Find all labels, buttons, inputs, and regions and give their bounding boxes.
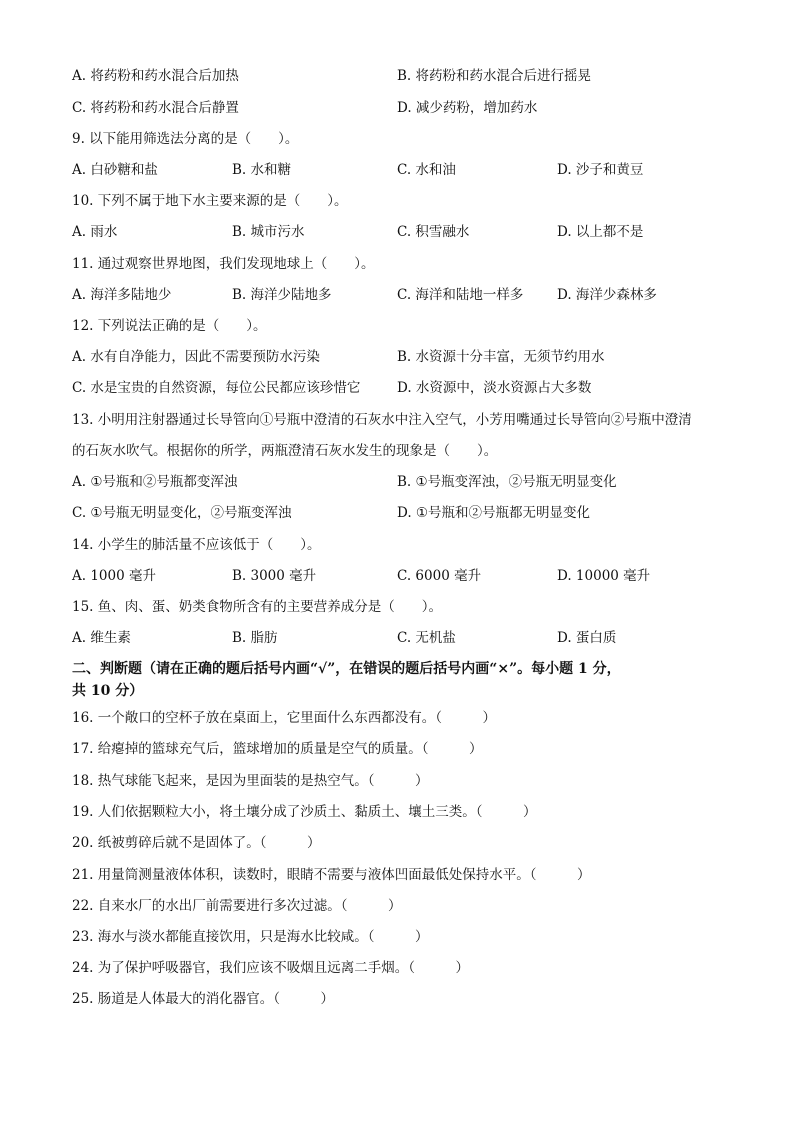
q15-option-c: C. 无机盐 xyxy=(397,630,456,646)
q11-option-b: B. 海洋少陆地多 xyxy=(232,287,332,303)
judgment-item: 24. 为了保护呼吸器官，我们应该不吸烟且远离二手烟。（ ） xyxy=(72,960,470,976)
q14-option-c: C. 6000 毫升 xyxy=(397,568,482,584)
q13-option-c: C. ①号瓶无明显变化，②号瓶变浑浊 xyxy=(72,505,292,521)
q10-option-c: C. 积雪融水 xyxy=(397,224,470,240)
q15-option-a: A. 维生素 xyxy=(72,630,131,646)
q13-option-b: B. ①号瓶变浑浊，②号瓶无明显变化 xyxy=(397,474,617,490)
q8-option-b: B. 将药粉和药水混合后进行摇晃 xyxy=(397,68,592,84)
q9-option-c: C. 水和油 xyxy=(397,162,456,178)
q13-option-d: D. ①号瓶和②号瓶都无明显变化 xyxy=(397,505,591,521)
q10-option-a: A. 雨水 xyxy=(72,224,118,240)
q9-option-a: A. 白砂糖和盐 xyxy=(72,162,158,178)
q9-stem: 9. 以下能用筛选法分离的是（ ）。 xyxy=(72,131,299,147)
q9-option-b: B. 水和糖 xyxy=(232,162,292,178)
q12-stem: 12. 下列说法正确的是（ ）。 xyxy=(72,318,267,334)
section2-heading-line1: 二、判断题（请在正确的题后括号内画“√”，在错误的题后括号内画“×”。每小题 1 分， xyxy=(72,661,621,677)
q8-option-d: D. 减少药粉，增加药水 xyxy=(397,100,538,116)
q8-option-a: A. 将药粉和药水混合后加热 xyxy=(72,68,239,84)
judgment-item: 21. 用量筒测量液体体积，读数时，眼睛不需要与液体凹面最低处保持水平。（ ） xyxy=(72,867,591,883)
judgment-item: 25. 肠道是人体最大的消化器官。（ ） xyxy=(72,991,335,1007)
q8-option-c: C. 将药粉和药水混合后静置 xyxy=(72,100,239,116)
q11-option-d: D. 海洋少森林多 xyxy=(557,287,657,303)
q9-option-d: D. 沙子和黄豆 xyxy=(557,162,644,178)
q11-stem: 11. 通过观察世界地图，我们发现地球上（ ）。 xyxy=(72,256,375,272)
q13-stem-line1: 13. 小明用注射器通过长导管向①号瓶中澄清的石灰水中注入空气，小芳用嘴通过长导管向②号瓶中澄清 xyxy=(72,412,692,428)
q14-option-d: D. 10000 毫升 xyxy=(557,568,651,584)
q14-option-b: B. 3000 毫升 xyxy=(232,568,317,584)
q12-option-c: C. 水是宝贵的自然资源，每位公民都应该珍惜它 xyxy=(72,380,361,396)
q13-stem-line2: 的石灰水吹气。根据你的所学，两瓶澄清石灰水发生的现象是（ ）。 xyxy=(72,443,498,459)
judgment-item: 23. 海水与淡水都能直接饮用，只是海水比较咸。（ ） xyxy=(72,929,429,945)
judgment-item: 19. 人们依据颗粒大小，将土壤分成了沙质土、黏质土、壤土三类。（ ） xyxy=(72,804,537,820)
q15-option-d: D. 蛋白质 xyxy=(557,630,617,646)
q12-option-b: B. 水资源十分丰富，无须节约用水 xyxy=(397,349,605,365)
q15-stem: 15. 鱼、肉、蛋、奶类食物所含有的主要营养成分是（ ）。 xyxy=(72,599,443,615)
section2-heading-line2: 共 10 分） xyxy=(72,683,144,699)
q12-option-a: A. 水有自净能力，因此不需要预防水污染 xyxy=(72,349,320,365)
q11-option-a: A. 海洋多陆地少 xyxy=(72,287,172,303)
q13-option-a: A. ①号瓶和②号瓶都变浑浊 xyxy=(72,474,238,490)
judgment-item: 22. 自来水厂的水出厂前需要进行多次过滤。（ ） xyxy=(72,898,402,914)
q14-stem: 14. 小学生的肺活量不应该低于（ ）。 xyxy=(72,537,321,553)
q14-option-a: A. 1000 毫升 xyxy=(72,568,156,584)
q10-stem: 10. 下列不属于地下水主要来源的是（ ）。 xyxy=(72,193,348,209)
judgment-item: 18. 热气球能飞起来，是因为里面装的是热空气。（ ） xyxy=(72,773,429,789)
judgment-item: 17. 给瘪掉的篮球充气后，篮球增加的质量是空气的质量。（ ） xyxy=(72,741,483,757)
q10-option-b: B. 城市污水 xyxy=(232,224,305,240)
judgment-item: 20. 纸被剪碎后就不是固体了。（ ） xyxy=(72,835,321,851)
judgment-item: 16. 一个敞口的空杯子放在桌面上，它里面什么东西都没有。（ ） xyxy=(72,710,497,726)
q11-option-c: C. 海洋和陆地一样多 xyxy=(397,287,524,303)
q15-option-b: B. 脂肪 xyxy=(232,630,278,646)
q12-option-d: D. 水资源中，淡水资源占大多数 xyxy=(397,380,592,396)
q10-option-d: D. 以上都不是 xyxy=(557,224,644,240)
